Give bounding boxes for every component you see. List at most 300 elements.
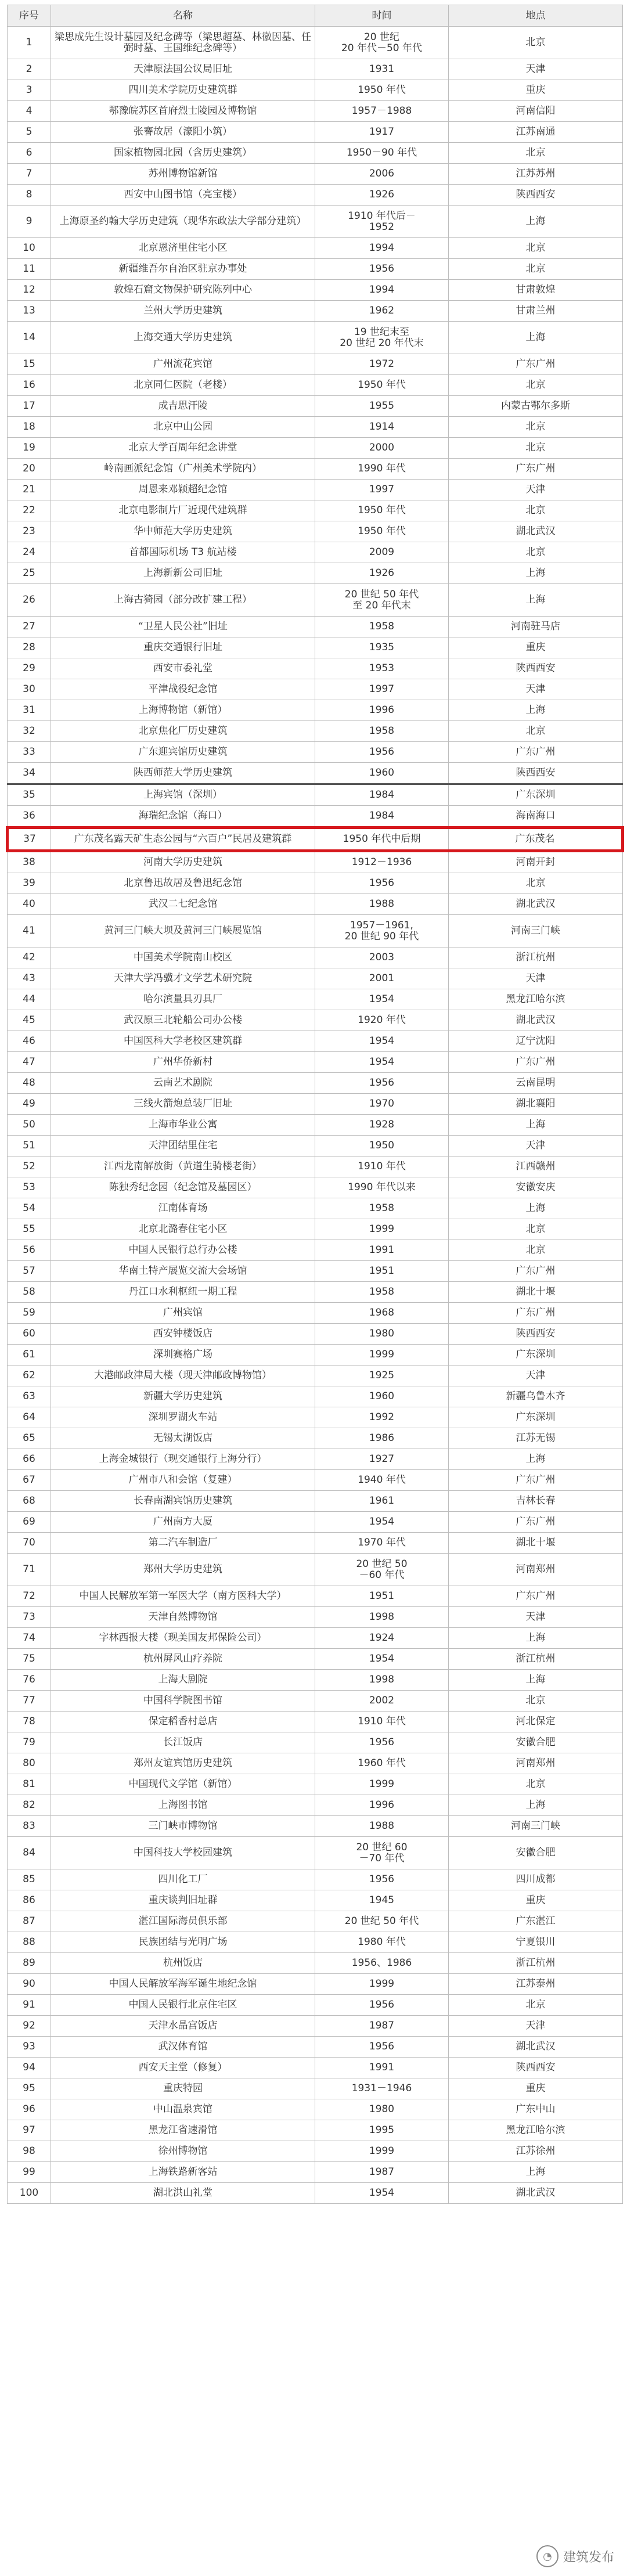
index-cell: 100 — [8, 2183, 51, 2204]
index-cell: 7 — [8, 164, 51, 185]
index-cell: 42 — [8, 947, 51, 968]
name-cell: 北京中山公园 — [51, 417, 315, 438]
index-cell: 36 — [8, 806, 51, 828]
name-cell: 首都国际机场 T3 航站楼 — [51, 542, 315, 563]
index-cell: 3 — [8, 80, 51, 101]
table-row — [8, 1974, 623, 1995]
time-cell: 1926 — [315, 563, 449, 584]
location-cell: 江苏泰州 — [449, 1974, 623, 1995]
name-cell: 无锡太湖饭店 — [51, 1428, 315, 1449]
location-cell: 上海 — [449, 1449, 623, 1470]
table-row — [8, 1554, 623, 1586]
location-cell: 北京 — [449, 238, 623, 259]
name-cell: 北京恩济里住宅小区 — [51, 238, 315, 259]
table-row — [8, 1732, 623, 1753]
name-cell: 北京焦化厂历史建筑 — [51, 721, 315, 742]
location-cell: 上海 — [449, 1670, 623, 1691]
index-cell: 43 — [8, 968, 51, 989]
name-cell: 云南艺术剧院 — [51, 1073, 315, 1094]
time-cell: 1957－1988 — [315, 101, 449, 122]
index-cell: 6 — [8, 143, 51, 164]
location-cell: 北京 — [449, 500, 623, 521]
table-row — [8, 122, 623, 143]
name-cell: 武汉原三北轮船公司办公楼 — [51, 1010, 315, 1031]
table-row — [8, 584, 623, 617]
location-cell: 广东广州 — [449, 1303, 623, 1324]
index-cell: 88 — [8, 1932, 51, 1953]
table-row — [8, 1449, 623, 1470]
index-cell: 30 — [8, 679, 51, 700]
name-cell: 大港邮政津局大楼（现天津邮政博物馆） — [51, 1366, 315, 1386]
name-cell: 中国科技大学校园建筑 — [51, 1837, 315, 1869]
time-cell: 1991 — [315, 1240, 449, 1261]
time-cell: 1928 — [315, 1115, 449, 1136]
location-cell: 湖北武汉 — [449, 2037, 623, 2058]
table-row — [8, 500, 623, 521]
time-cell: 20 世纪 50 年代 至 20 年代末 — [315, 584, 449, 617]
location-cell: 重庆 — [449, 80, 623, 101]
table-row — [8, 521, 623, 542]
location-cell: 广东深圳 — [449, 784, 623, 806]
location-cell: 江苏徐州 — [449, 2141, 623, 2162]
table-row — [8, 438, 623, 459]
header-index: 序号 — [8, 5, 51, 27]
table-header-row — [8, 5, 623, 27]
index-cell: 21 — [8, 480, 51, 500]
time-cell: 1956、1986 — [315, 1953, 449, 1974]
index-cell: 78 — [8, 1712, 51, 1732]
name-cell: 中国美术学院南山校区 — [51, 947, 315, 968]
time-cell: 1910 年代 — [315, 1712, 449, 1732]
table-row — [8, 784, 623, 806]
index-cell: 80 — [8, 1753, 51, 1774]
name-cell: 北京电影制片厂近现代建筑群 — [51, 500, 315, 521]
index-cell: 93 — [8, 2037, 51, 2058]
name-cell: 广州市八和会馆（复建） — [51, 1470, 315, 1491]
location-cell: 天津 — [449, 1607, 623, 1628]
table-row — [8, 1115, 623, 1136]
location-cell: 广东广州 — [449, 1261, 623, 1282]
location-cell: 上海 — [449, 584, 623, 617]
time-cell: 2002 — [315, 1691, 449, 1712]
table-row — [8, 2058, 623, 2078]
table-row — [8, 1428, 623, 1449]
time-cell: 1990 年代以来 — [315, 1177, 449, 1198]
name-cell: 广东迎宾馆历史建筑 — [51, 742, 315, 763]
table-row — [8, 947, 623, 968]
table-row — [8, 1345, 623, 1366]
time-cell: 2009 — [315, 542, 449, 563]
name-cell: 苏州博物馆新馆 — [51, 164, 315, 185]
name-cell: 郑州大学历史建筑 — [51, 1554, 315, 1586]
name-cell: 徐州博物馆 — [51, 2141, 315, 2162]
table-row — [8, 1303, 623, 1324]
location-cell: 北京 — [449, 438, 623, 459]
name-cell: 海瑞纪念馆（海口） — [51, 806, 315, 828]
index-cell: 39 — [8, 873, 51, 894]
location-cell: 江苏南通 — [449, 122, 623, 143]
name-cell: 湖北洪山礼堂 — [51, 2183, 315, 2204]
table-row — [8, 1607, 623, 1628]
table-row — [8, 1031, 623, 1052]
index-cell: 14 — [8, 322, 51, 354]
index-cell: 33 — [8, 742, 51, 763]
location-cell: 北京 — [449, 259, 623, 280]
location-cell: 湖北武汉 — [449, 894, 623, 915]
name-cell: 鄂豫皖苏区首府烈士陵园及博物馆 — [51, 101, 315, 122]
index-cell: 5 — [8, 122, 51, 143]
name-cell: 新疆大学历史建筑 — [51, 1386, 315, 1407]
time-cell: 1960 — [315, 1386, 449, 1407]
location-cell: 陕西西安 — [449, 2058, 623, 2078]
time-cell: 1927 — [315, 1449, 449, 1470]
time-cell: 1954 — [315, 989, 449, 1010]
time-cell: 1958 — [315, 1282, 449, 1303]
table-row — [8, 1261, 623, 1282]
header-location: 地点 — [449, 5, 623, 27]
time-cell: 1987 — [315, 2162, 449, 2183]
index-cell: 90 — [8, 1974, 51, 1995]
location-cell: 甘肃兰州 — [449, 301, 623, 322]
time-cell: 1988 — [315, 894, 449, 915]
location-cell: 河南三门峡 — [449, 915, 623, 947]
index-cell: 97 — [8, 2120, 51, 2141]
index-cell: 64 — [8, 1407, 51, 1428]
time-cell: 1986 — [315, 1428, 449, 1449]
time-cell: 1980 年代 — [315, 1932, 449, 1953]
location-cell: 安徽安庆 — [449, 1177, 623, 1198]
table-row — [8, 617, 623, 637]
index-cell: 15 — [8, 354, 51, 375]
table-row — [8, 164, 623, 185]
index-cell: 20 — [8, 459, 51, 480]
time-cell: 1980 — [315, 2099, 449, 2120]
table-row — [8, 1512, 623, 1533]
time-cell: 1950 年代中后期 — [315, 828, 449, 851]
table-row — [8, 1816, 623, 1837]
name-cell: 武汉体育馆 — [51, 2037, 315, 2058]
name-cell: 中国人民银行北京住宅区 — [51, 1995, 315, 2016]
table-row — [8, 2183, 623, 2204]
time-cell: 1956 — [315, 1995, 449, 2016]
location-cell: 北京 — [449, 1240, 623, 1261]
table-row — [8, 2016, 623, 2037]
index-cell: 34 — [8, 763, 51, 784]
name-cell: 字林西报大楼（现美国友邦保险公司） — [51, 1628, 315, 1649]
table-row — [8, 280, 623, 301]
table-row — [8, 679, 623, 700]
index-cell: 40 — [8, 894, 51, 915]
location-cell: 天津 — [449, 968, 623, 989]
location-cell: 北京 — [449, 1691, 623, 1712]
table-row — [8, 894, 623, 915]
table-row — [8, 1869, 623, 1890]
index-cell: 28 — [8, 637, 51, 658]
time-cell: 1950 年代 — [315, 375, 449, 396]
time-cell: 2001 — [315, 968, 449, 989]
table-row — [8, 1240, 623, 1261]
table-row — [8, 1533, 623, 1554]
table-row — [8, 542, 623, 563]
index-cell: 95 — [8, 2078, 51, 2099]
name-cell: 中国人民解放军第一军医大学（南方医科大学） — [51, 1586, 315, 1607]
index-cell: 29 — [8, 658, 51, 679]
index-cell: 25 — [8, 563, 51, 584]
location-cell: 甘肃敦煌 — [449, 280, 623, 301]
location-cell: 浙江杭州 — [449, 1953, 623, 1974]
table-row — [8, 700, 623, 721]
name-cell: 西安中山图书馆（亮宝楼） — [51, 185, 315, 206]
index-cell: 52 — [8, 1157, 51, 1177]
location-cell: 上海 — [449, 563, 623, 584]
location-cell: 河北保定 — [449, 1712, 623, 1732]
index-cell: 41 — [8, 915, 51, 947]
location-cell: 天津 — [449, 1136, 623, 1157]
location-cell: 重庆 — [449, 637, 623, 658]
name-cell: 哈尔滨量具刃具厂 — [51, 989, 315, 1010]
name-cell: 重庆特园 — [51, 2078, 315, 2099]
time-cell: 2003 — [315, 947, 449, 968]
table-row — [8, 1774, 623, 1795]
name-cell: 湛江国际海员俱乐部 — [51, 1911, 315, 1932]
name-cell: 周恩来邓颖超纪念馆 — [51, 480, 315, 500]
time-cell: 2000 — [315, 438, 449, 459]
table-row — [8, 259, 623, 280]
table-row — [8, 80, 623, 101]
table-row — [8, 1010, 623, 1031]
location-cell: 云南昆明 — [449, 1073, 623, 1094]
time-cell: 1996 — [315, 1795, 449, 1816]
table-row — [8, 1136, 623, 1157]
name-cell: 江南体育场 — [51, 1198, 315, 1219]
time-cell: 1999 — [315, 1219, 449, 1240]
time-cell: 1956 — [315, 742, 449, 763]
location-cell: 上海 — [449, 206, 623, 238]
index-cell: 18 — [8, 417, 51, 438]
location-cell: 天津 — [449, 480, 623, 500]
time-cell: 1999 — [315, 2141, 449, 2162]
name-cell: 梁思成先生设计墓园及纪念碑等（梁思超墓、林徽因墓、任弼时墓、王国维纪念碑等） — [51, 27, 315, 59]
table-row — [8, 185, 623, 206]
location-cell: 安徽合肥 — [449, 1732, 623, 1753]
index-cell: 1 — [8, 27, 51, 59]
watermark-text: 建筑发布 — [563, 2550, 614, 2565]
name-cell: 中国医科大学老校区建筑群 — [51, 1031, 315, 1052]
time-cell: 1956 — [315, 1073, 449, 1094]
table-row — [8, 143, 623, 164]
index-cell: 16 — [8, 375, 51, 396]
name-cell: 华南土特产展览交流大会场馆 — [51, 1261, 315, 1282]
name-cell: 黑龙江省速滑馆 — [51, 2120, 315, 2141]
table-row — [8, 1932, 623, 1953]
name-cell: 上海博物馆（新馆） — [51, 700, 315, 721]
table-row — [8, 2078, 623, 2099]
time-cell: 1984 — [315, 784, 449, 806]
time-cell: 1990 年代 — [315, 459, 449, 480]
table-row — [8, 1073, 623, 1094]
name-cell: 陕西师范大学历史建筑 — [51, 763, 315, 784]
time-cell: 1920 年代 — [315, 1010, 449, 1031]
index-cell: 75 — [8, 1649, 51, 1670]
name-cell: 西安钟楼饭店 — [51, 1324, 315, 1345]
location-cell: 北京 — [449, 375, 623, 396]
time-cell: 1931－1946 — [315, 2078, 449, 2099]
index-cell: 59 — [8, 1303, 51, 1324]
name-cell: 平津战役纪念馆 — [51, 679, 315, 700]
index-cell: 69 — [8, 1512, 51, 1533]
index-cell: 87 — [8, 1911, 51, 1932]
name-cell: 天津水晶宫饭店 — [51, 2016, 315, 2037]
location-cell: 上海 — [449, 1628, 623, 1649]
name-cell: 天津原法国公议局旧址 — [51, 59, 315, 80]
table-row — [8, 1470, 623, 1491]
table-row — [8, 1670, 623, 1691]
time-cell: 1954 — [315, 1031, 449, 1052]
time-cell: 1991 — [315, 2058, 449, 2078]
index-cell: 38 — [8, 851, 51, 873]
index-cell: 89 — [8, 1953, 51, 1974]
time-cell: 1972 — [315, 354, 449, 375]
location-cell: 广东广州 — [449, 742, 623, 763]
location-cell: 湖北武汉 — [449, 1010, 623, 1031]
time-cell: 1980 — [315, 1324, 449, 1345]
time-cell: 1960 年代 — [315, 1753, 449, 1774]
name-cell: 敦煌石窟文物保护研究陈列中心 — [51, 280, 315, 301]
time-cell: 20 世纪 50 －60 年代 — [315, 1554, 449, 1586]
location-cell: 河南驻马店 — [449, 617, 623, 637]
index-cell: 76 — [8, 1670, 51, 1691]
location-cell: 广东茂名 — [449, 828, 623, 851]
index-cell: 68 — [8, 1491, 51, 1512]
location-cell: 河南郑州 — [449, 1554, 623, 1586]
time-cell: 1955 — [315, 396, 449, 417]
time-cell: 1954 — [315, 1649, 449, 1670]
time-cell: 1954 — [315, 1512, 449, 1533]
table-row — [8, 301, 623, 322]
time-cell: 1999 — [315, 1974, 449, 1995]
table-row — [8, 1386, 623, 1407]
index-cell: 17 — [8, 396, 51, 417]
table-row — [8, 763, 623, 784]
index-cell: 77 — [8, 1691, 51, 1712]
index-cell: 27 — [8, 617, 51, 637]
location-cell: 湖北十堰 — [449, 1533, 623, 1554]
name-cell: 深圳赛格广场 — [51, 1345, 315, 1366]
time-cell: 1958 — [315, 721, 449, 742]
index-cell: 2 — [8, 59, 51, 80]
index-cell: 8 — [8, 185, 51, 206]
name-cell: 上海古猗园（部分改扩建工程） — [51, 584, 315, 617]
name-cell: 丹江口水利枢纽一期工程 — [51, 1282, 315, 1303]
index-cell: 98 — [8, 2141, 51, 2162]
location-cell: 天津 — [449, 59, 623, 80]
name-cell: 新疆维吾尔自治区驻京办事处 — [51, 259, 315, 280]
time-cell: 1961 — [315, 1491, 449, 1512]
time-cell: 1910 年代后－ 1952 — [315, 206, 449, 238]
table-row — [8, 480, 623, 500]
name-cell: 北京大学百周年纪念讲堂 — [51, 438, 315, 459]
table-row — [8, 1198, 623, 1219]
index-cell: 86 — [8, 1890, 51, 1911]
location-cell: 江苏无锡 — [449, 1428, 623, 1449]
table-row — [8, 721, 623, 742]
time-cell: 1956 — [315, 2037, 449, 2058]
table-row — [8, 1837, 623, 1869]
table-row — [8, 968, 623, 989]
location-cell: 上海 — [449, 700, 623, 721]
index-cell: 53 — [8, 1177, 51, 1198]
location-cell: 上海 — [449, 1198, 623, 1219]
table-row — [8, 1219, 623, 1240]
time-cell: 1950 年代 — [315, 521, 449, 542]
name-cell: 三门峡市博物馆 — [51, 1816, 315, 1837]
index-cell: 45 — [8, 1010, 51, 1031]
location-cell: 浙江杭州 — [449, 1649, 623, 1670]
name-cell: 四川化工厂 — [51, 1869, 315, 1890]
time-cell: 1956 — [315, 1869, 449, 1890]
index-cell: 35 — [8, 784, 51, 806]
name-cell: 河南大学历史建筑 — [51, 851, 315, 873]
index-cell: 92 — [8, 2016, 51, 2037]
table-row — [8, 1094, 623, 1115]
time-cell: 1970 — [315, 1094, 449, 1115]
table-row — [8, 1795, 623, 1816]
name-cell: 杭州屏风山疗养院 — [51, 1649, 315, 1670]
location-cell: 广东广州 — [449, 459, 623, 480]
table-row — [8, 354, 623, 375]
name-cell: 上海市华业公寓 — [51, 1115, 315, 1136]
location-cell: 河南郑州 — [449, 1753, 623, 1774]
time-cell: 1926 — [315, 185, 449, 206]
index-cell: 48 — [8, 1073, 51, 1094]
time-cell: 2006 — [315, 164, 449, 185]
index-cell: 61 — [8, 1345, 51, 1366]
time-cell: 1998 — [315, 1670, 449, 1691]
name-cell: 上海金城银行（现交通银行上海分行） — [51, 1449, 315, 1470]
table-row — [8, 238, 623, 259]
name-cell: “卫星人民公社”旧址 — [51, 617, 315, 637]
table-row — [8, 1995, 623, 2016]
index-cell: 19 — [8, 438, 51, 459]
name-cell: 天津自然博物馆 — [51, 1607, 315, 1628]
time-cell: 1996 — [315, 700, 449, 721]
index-cell: 79 — [8, 1732, 51, 1753]
table-row — [8, 1177, 623, 1198]
table-row — [8, 375, 623, 396]
location-cell: 陕西西安 — [449, 1324, 623, 1345]
location-cell: 湖北十堰 — [449, 1282, 623, 1303]
name-cell: 民族团结与光明广场 — [51, 1932, 315, 1953]
name-cell: 中山温泉宾馆 — [51, 2099, 315, 2120]
table-row — [8, 873, 623, 894]
time-cell: 1962 — [315, 301, 449, 322]
location-cell: 上海 — [449, 1795, 623, 1816]
location-cell: 内蒙古鄂尔多斯 — [449, 396, 623, 417]
time-cell: 1954 — [315, 2183, 449, 2204]
name-cell: 三线火箭炮总装厂旧址 — [51, 1094, 315, 1115]
table-row — [8, 27, 623, 59]
time-cell: 1997 — [315, 679, 449, 700]
index-cell: 72 — [8, 1586, 51, 1607]
name-cell: 上海交通大学历史建筑 — [51, 322, 315, 354]
name-cell: 陈独秀纪念园（纪念馆及墓园区） — [51, 1177, 315, 1198]
time-cell: 1924 — [315, 1628, 449, 1649]
index-cell: 74 — [8, 1628, 51, 1649]
location-cell: 重庆 — [449, 1890, 623, 1911]
index-cell: 56 — [8, 1240, 51, 1261]
table-row — [8, 1586, 623, 1607]
name-cell: 华中师范大学历史建筑 — [51, 521, 315, 542]
